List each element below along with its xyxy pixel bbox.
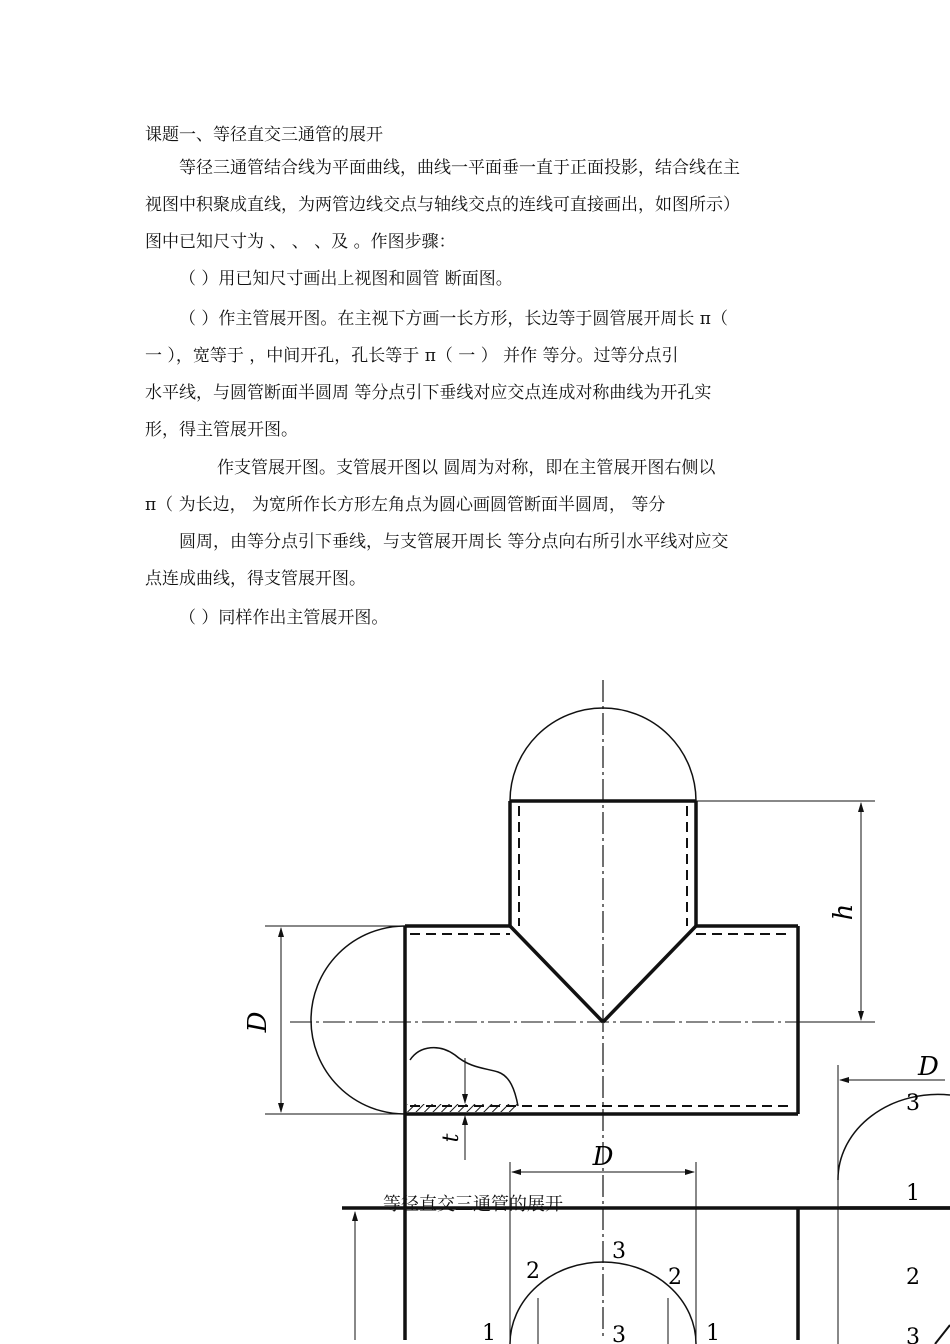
division-number: 2 bbox=[668, 1265, 682, 1290]
division-number: 3 bbox=[612, 1323, 626, 1344]
text-line: （ ）用已知尺寸画出上视图和圆管 断面图。 bbox=[179, 269, 513, 289]
text-line: （ ）作主管展开图。在主视下方画一长方形，长边等于圆管展开周长 π（ bbox=[179, 309, 728, 329]
document-title: 课题一、等径直交三通管的展开 bbox=[145, 125, 383, 145]
text-line: 一 ），宽等于 ，中间开孔，孔长等于 π（ 一 ） 并作 等分。过等分点引 bbox=[145, 346, 679, 366]
intersection-line-right bbox=[603, 926, 696, 1022]
division-number: 2 bbox=[526, 1259, 540, 1284]
dimension-t-label: t bbox=[439, 1133, 464, 1143]
dimension-h-label: h bbox=[829, 903, 859, 921]
division-number: 3 bbox=[906, 1091, 920, 1116]
division-number: 1 bbox=[482, 1321, 496, 1344]
right-section-arc bbox=[838, 1094, 950, 1180]
division-number: 2 bbox=[906, 1265, 920, 1290]
text-line: 图中已知尺寸为 、 、 、及 。作图步骤： bbox=[145, 232, 456, 252]
wall-thickness-hatch bbox=[407, 1104, 517, 1112]
text-line: 水平线，与圆管断面半圆周 等分点引下垂线对应交点连成对称曲线为开孔实 bbox=[145, 383, 712, 403]
text-line: π（ 为长边， 为宽所作长方形左角点为圆心画圆管断面半圆周， 等分 bbox=[145, 495, 666, 515]
division-number: 3 bbox=[612, 1239, 626, 1264]
dimension-d-bottom-label: D bbox=[592, 1142, 614, 1172]
main-section-semicircle bbox=[311, 926, 405, 1114]
text-line: 形，得主管展开图。 bbox=[145, 420, 298, 440]
dimension-d-left-label: D bbox=[243, 1011, 273, 1033]
text-line: 点连成曲线，得支管展开图。 bbox=[145, 569, 366, 589]
text-line: （ ）同样作出主管展开图。 bbox=[179, 608, 389, 628]
text-line: 视图中积聚成直线，为两管边线交点与轴线交点的连线可直接画出，如图所示） bbox=[145, 195, 740, 215]
text-line: 作支管展开图。支管展开图以 圆周为对称，即在主管展开图右侧以 bbox=[217, 458, 716, 478]
text-line: 圆周，由等分点引下垂线，与支管展开周长 等分点向右所引水平线对应交 bbox=[179, 532, 729, 552]
division-number: 1 bbox=[706, 1321, 720, 1344]
dimension-d-right-label: D bbox=[918, 1052, 939, 1082]
figure-caption: 等径直交三通管的展开 bbox=[383, 1194, 563, 1215]
division-number: 3 bbox=[906, 1325, 920, 1344]
text-line: 等径三通管结合线为平面曲线，曲线一平面垂一直于正面投影，结合线在主 bbox=[179, 158, 740, 178]
break-line bbox=[410, 1048, 518, 1106]
intersection-line-left bbox=[510, 926, 603, 1022]
division-number: 1 bbox=[906, 1181, 920, 1206]
